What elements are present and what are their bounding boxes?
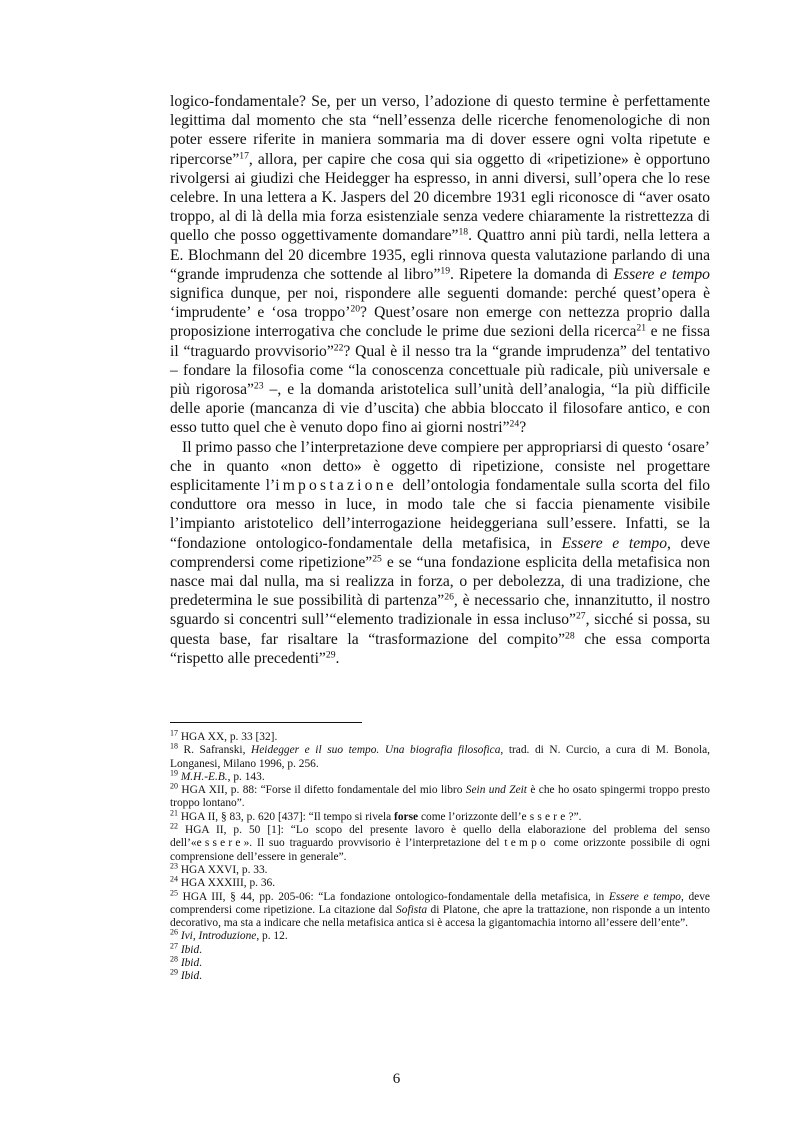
spaced-term: impostazione [275, 477, 397, 495]
footnote-italic: Introduzione [198, 930, 257, 943]
footnote-italic: Ivi [177, 930, 193, 943]
text-run: . Ripetere la domanda di [450, 265, 614, 283]
footnote-italic: Ibid [177, 957, 200, 970]
footnote-number: 20 [170, 781, 178, 791]
footnote-17 [170, 728, 710, 744]
text-run: e se “una fondazione esplicita della metafisica non nasce mai dal nulla, ma si realizza in forza, o per debolezza, di una tradizione, che predetermina le sue possibilità di partenza” [170, 553, 710, 610]
footnote-28 [170, 954, 710, 970]
footnote-text: HGA XXXIII, p. 36. [177, 877, 276, 890]
footnote-divider [170, 722, 362, 723]
footnote-ref-26[interactable]: 26 [444, 591, 454, 603]
footnote-ref-17[interactable]: 17 [239, 150, 249, 162]
footnote-text: HGA XX, p. 33 [32]. [177, 731, 278, 743]
footnote-text: , [192, 930, 199, 943]
italic-title: Essere e tempo [561, 534, 667, 552]
text-run: logico-fondamentale? Se, per un verso, l’adozione di questo termine è perfettamente legittima dal momento che sta “nell’essenza delle ricerche fenomenologiche di non poter essere riferite in maniera sommaria ma di dover essere ogni volta ripetute e ripercorse” [170, 93, 710, 168]
footnote-ref-25[interactable]: 25 [372, 553, 382, 565]
text-run: –, e la domanda aristotelica sull’unità dell’analogia, “la più difficile delle aporie (mancanza di vie d’uscita) che abbia bloccato il filosofare antico, e con esso tutto quel che è venuto dopo fino ai giorni nostri” [170, 381, 710, 437]
footnote-21 [170, 808, 710, 824]
footnote-number: 26 [170, 928, 178, 938]
text-run: . [335, 649, 340, 667]
footnote-number: 21 [170, 808, 178, 818]
footnote-number: 19 [170, 768, 178, 778]
footnote-number: 29 [170, 967, 178, 977]
footnote-spaced: essere [521, 810, 569, 823]
footnote-24 [170, 874, 710, 890]
footnote-number: 22 [170, 821, 178, 831]
footnote-ref-29[interactable]: 29 [325, 649, 336, 661]
text-run: Il primo passo che l’interpretazione deve compiere per appropriarsi di questo ‘osare’ che in quanto «non detto» è oggetto di ripetizione, consiste nel progettare esplicitamente l’ [170, 438, 710, 495]
footnote-text: come orizzonte possibile di ogni comprensione dell’essere in generale”. [170, 837, 710, 863]
footnote-ref-22[interactable]: 22 [333, 342, 344, 354]
footnote-text: è che ho osato spingermi troppo presto troppo lontano”. [170, 784, 710, 810]
footnote-text: HGA XII, p. 88: “Forse il difetto fondamentale del mio libro [177, 784, 466, 797]
text-run: , deve comprendersi come ripetizione” [170, 534, 710, 571]
footnote-22 [170, 821, 710, 864]
footnote-text: , deve comprendersi come ripetizione. La citazione dal [170, 890, 710, 916]
footnote-text: HGA II, § 83, p. 620 [437]: “Il tempo si rivela [177, 810, 395, 823]
footnote-text: . [199, 957, 203, 970]
footnote-25 [170, 888, 710, 931]
footnote-text: HGA XXVI, p. 33. [177, 863, 268, 876]
footnote-text: , p. 12. [256, 930, 288, 943]
paragraph-2 [170, 438, 710, 668]
text-run: ? Quest’osare non emerge con nettezza proprio dalla proposizione interrogativa che conclude le prime due sezioni della ricerca [170, 304, 711, 341]
footnote-number: 28 [170, 954, 178, 964]
footnote-ref-18[interactable]: 18 [458, 227, 469, 239]
footnote-18 [170, 741, 711, 771]
footnote-italic: Ibid [177, 970, 200, 983]
footnote-text: HGA II, p. 50 [1]: “Lo scopo del presente lavoro è quello della elaborazione del problema del senso dell’« [170, 824, 710, 850]
footnote-number: 25 [170, 888, 178, 898]
footnote-italic: Essere e tempo [608, 890, 681, 903]
footnote-text: ?”. [568, 810, 582, 823]
footnote-text: ». Il suo traguardo provvisorio è l’interpretazione del [243, 837, 505, 850]
footnote-text: HGA III, § 44, pp. 205-06: “La fondazione ontologico-fondamentale della metafisica, in [177, 890, 609, 903]
footnote-number: 18 [170, 741, 178, 751]
footnote-ref-24[interactable]: 24 [509, 419, 520, 431]
footnote-text: , trad. di N. Curcio, a cura di M. Bonola, Longanesi, Milano 1996, p. 256. [170, 744, 711, 770]
footnote-text: R. Safranski, [177, 744, 252, 757]
footnote-bold: forse [394, 810, 419, 823]
footnote-number: 27 [170, 941, 178, 951]
footnote-text: , p. 143. [227, 770, 265, 783]
footnote-spaced: essere [196, 837, 244, 850]
footnote-ref-21[interactable]: 21 [636, 323, 647, 335]
text-run: che essa comporta “rispetto alle precedenti” [170, 630, 711, 667]
text-run: dell’ontologia fondamentale sulla scorta del filo conduttore ora messo in luce, in modo tale che si faccia pienamente visibile l’impianto aristotelico dell’interrogazione heideggeriana sull’essere. Infatti, se la “fondazione ontologico-fondamentale della metafisica, in [170, 477, 711, 552]
footnote-26 [170, 930, 710, 943]
text-run: , allora, per capire che cosa qui sia oggetto di «ripetizione» è opportuno rivolgersi ai giudizi che Heidegger ha espresso, in anni diversi, sull’opera che lo rese celebre. In una lettera a K. Jaspers del 20 dicembre 1931 egli riconosce di “aver osato troppo, al di là della mia forza esistenziale senza vedere chiaramente la ristrettezza di quello che posso oggettivamente domandare” [170, 150, 710, 245]
footnote-italic: Heidegger e il suo tempo. Una biografia filosofica [251, 744, 501, 757]
footnote-ref-19[interactable]: 19 [440, 265, 451, 277]
footnote-italic: Sofista [396, 903, 428, 916]
footnote-number: 17 [170, 728, 178, 738]
footnote-text: . [199, 943, 203, 956]
footnotes [170, 722, 710, 984]
footnote-19 [170, 768, 710, 784]
footnote-27 [170, 941, 710, 957]
footnote-italic: Sein und Zeit [465, 784, 527, 797]
text-run: significa dunque, per noi, rispondere alle seguenti domande: perché quest’opera è ‘imprudente’ e ‘osa troppo’ [170, 285, 710, 322]
text-run: ? [519, 419, 527, 437]
italic-title: Essere e tempo [613, 265, 710, 283]
footnote-text: di Platone, che apre la trattazione, non risponde a un intento decorativo, ma sta a indicare che nella metafisica antica si è accesa la gigantomachia intorno all’essere dell’ente”. [170, 903, 710, 930]
footnote-20 [170, 781, 710, 811]
text-run: , è necessario che, innanzitutto, il nostro sguardo si concentri sull’“elemento tradizionale in essa incluso” [170, 592, 710, 629]
text-run: . Quattro anni più tardi, nella lettera a E. Blochmann del 20 dicembre 1935, egli rinnova questa valutazione parlando di una “grande imprudenza che sottende al libro” [170, 227, 710, 283]
text-run: e ne fissa il “traguardo provvisorio” [170, 323, 710, 360]
main-text [170, 92, 710, 668]
footnote-text: come l’orizzonte dell’ [418, 810, 522, 823]
footnote-number: 23 [170, 861, 178, 871]
footnote-spaced: tempo [504, 837, 549, 850]
footnote-ref-20[interactable]: 20 [350, 303, 361, 315]
page-number: 6 [392, 1071, 401, 1087]
text-run: ? Qual è il nesso tra la “grande imprudenza” del tentativo – fondare la filosofia come “la conoscenza concettuale più radicale, più universale e più rigorosa” [170, 342, 710, 399]
footnote-italic: M.H.-E.B. [177, 770, 228, 783]
footnote-ref-28[interactable]: 28 [565, 630, 575, 642]
paragraph-1 [170, 92, 710, 438]
footnote-italic: Ibid [177, 943, 200, 956]
footnote-29 [170, 967, 710, 983]
text-run: , sicché si possa, su questa base, far risaltare la “trasformazione del compito” [170, 611, 710, 648]
footnote-ref-23[interactable]: 23 [253, 380, 264, 392]
footnote-text: . [199, 970, 203, 983]
footnote-23 [170, 861, 710, 877]
footnote-number: 24 [170, 874, 178, 884]
footnote-ref-27[interactable]: 27 [575, 611, 586, 623]
